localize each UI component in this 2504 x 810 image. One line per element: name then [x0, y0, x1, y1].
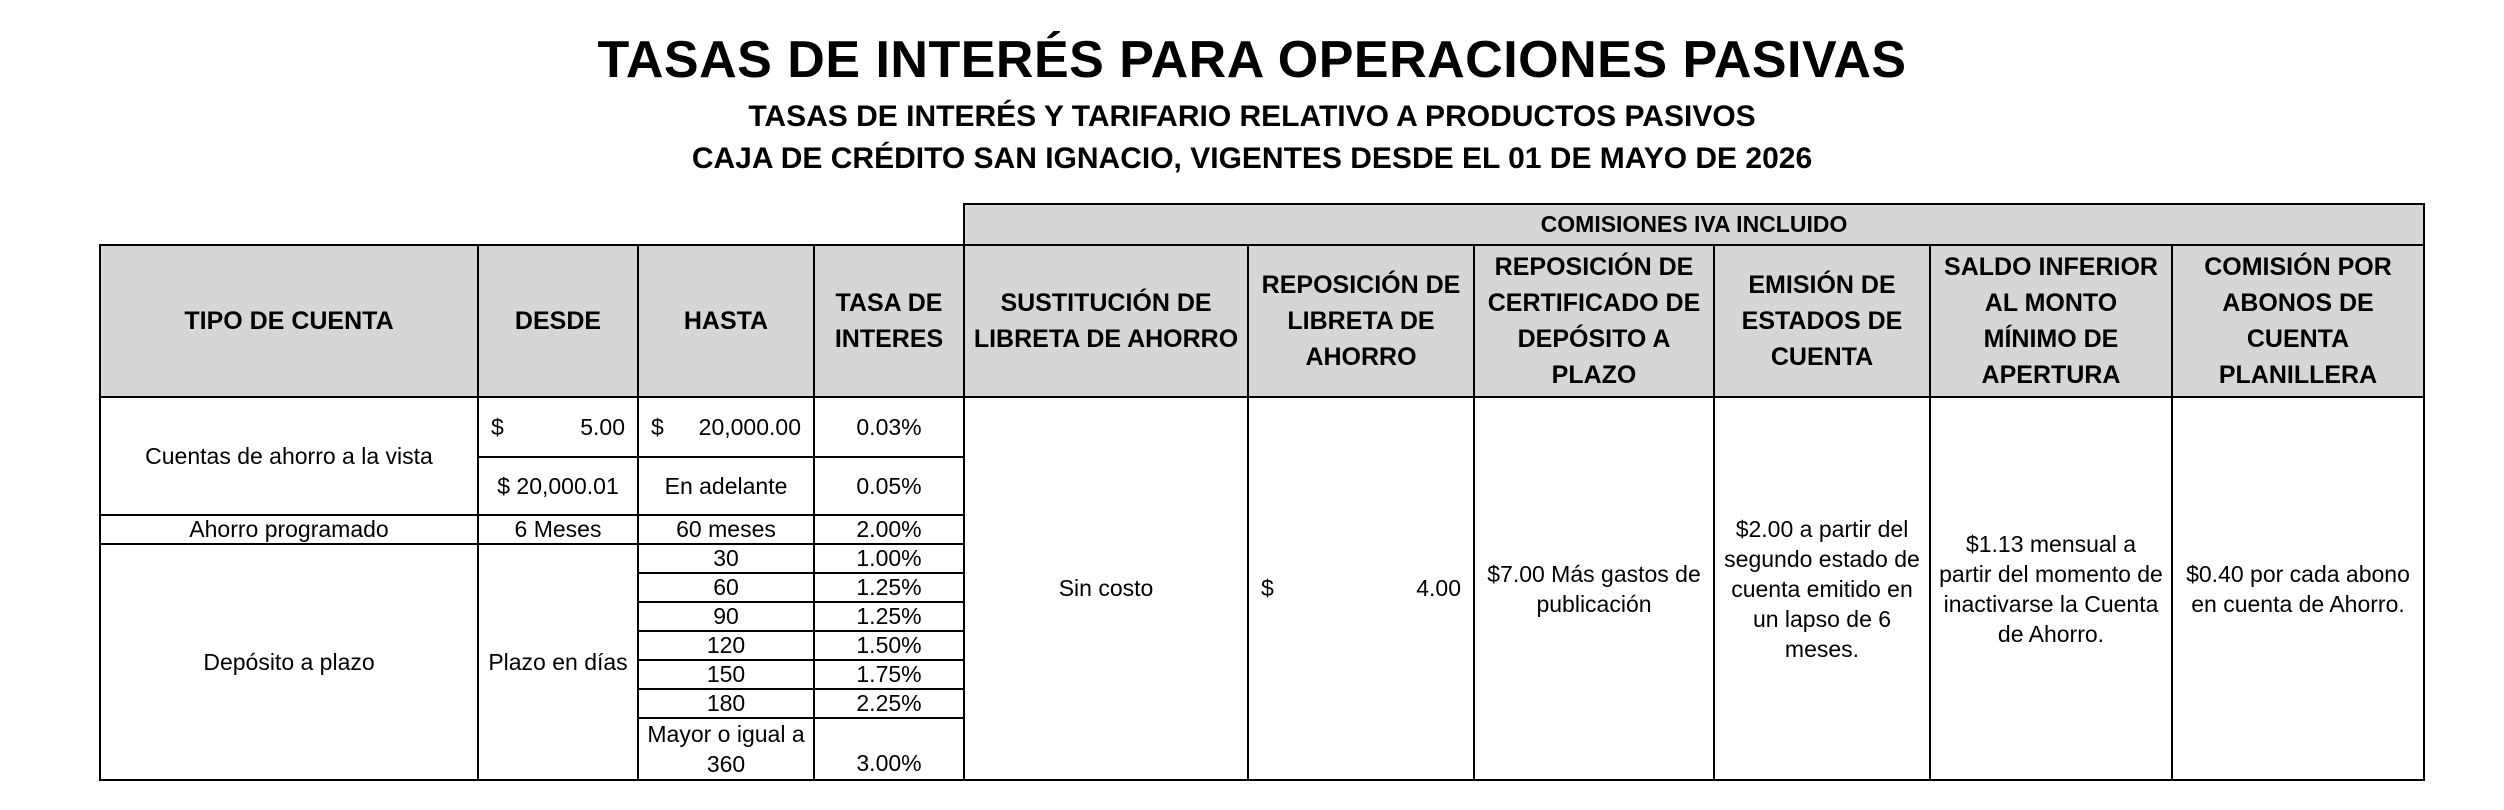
hasta-cell [638, 397, 814, 457]
desde-cell: $ 20,000.01 [478, 457, 638, 515]
col-header-reposicion-certificado: REPOSICIÓN DE CERTIFICADO DE DEPÓSITO A PLAZO [1474, 245, 1714, 397]
hasta-cell: 150 [638, 660, 814, 689]
tasa-cell: 0.03% [814, 397, 964, 457]
tasa-cell: 1.25% [814, 573, 964, 602]
hasta-cell: En adelante [638, 457, 814, 515]
saldo-inferior-value: $1.13 mensual a partir del momento de inactivarse la Cuenta de Ahorro. [1930, 397, 2172, 780]
blank-cell [100, 204, 964, 245]
page-subtitle-institution: CAJA DE CRÉDITO SAN IGNACIO, VIGENTES DESDE EL 01 DE MAYO DE 2026 [691, 142, 1813, 175]
tasa-cell: 0.05% [814, 457, 964, 515]
col-header-tasa: TASA DE INTERES [814, 245, 964, 397]
col-header-reposicion-libreta: REPOSICIÓN DE LIBRETA DE AHORRO [1248, 245, 1474, 397]
tasa-cell: 1.50% [814, 631, 964, 660]
amount-value: 5.00 [580, 413, 625, 440]
col-header-saldo-inferior: SALDO INFERIOR AL MONTO MÍNIMO DE APERTURA [1930, 245, 2172, 397]
commissions-group-header: COMISIONES IVA INCLUIDO [964, 204, 2424, 245]
amount-value: 20,000.00 [698, 413, 801, 440]
desde-cell [478, 397, 638, 457]
tasa-cell: 1.75% [814, 660, 964, 689]
sustitucion-value: Sin costo [964, 397, 1248, 780]
hasta-cell: 60 [638, 573, 814, 602]
rates-table [99, 203, 2425, 781]
reposicion-libreta-value [1248, 397, 1474, 780]
table-row [100, 397, 2424, 457]
comision-abonos-value: $0.40 por cada abono en cuenta de Ahorro. [2172, 397, 2424, 780]
tipo-deposito-plazo: Depósito a plazo [100, 544, 478, 780]
col-header-comision-abonos: COMISIÓN POR ABONOS DE CUENTA PLANILLERA [2172, 245, 2424, 397]
col-header-desde: DESDE [478, 245, 638, 397]
hasta-cell: 120 [638, 631, 814, 660]
page-title: TASAS DE INTERÉS PARA OPERACIONES PASIVAS [597, 31, 1907, 89]
currency-symbol: $ [1261, 575, 1274, 601]
amount-value: 4.00 [1416, 575, 1461, 601]
col-header-hasta: HASTA [638, 245, 814, 397]
col-header-emision: EMISIÓN DE ESTADOS DE CUENTA [1714, 245, 1930, 397]
tasa-cell: 2.25% [814, 689, 964, 718]
currency-symbol: $ [491, 413, 504, 440]
tipo-ahorro-vista: Cuentas de ahorro a la vista [100, 397, 478, 515]
reposicion-certificado-value: $7.00 Más gastos de publicación [1474, 397, 1714, 780]
desde-plazo-dias: Plazo en días [478, 544, 638, 780]
hasta-cell: 180 [638, 689, 814, 718]
hasta-cell: 60 meses [638, 515, 814, 544]
tasa-cell: 3.00% [814, 718, 964, 780]
header-row [100, 245, 2424, 397]
page-subtitle: TASAS DE INTERÉS Y TARIFARIO RELATIVO A PRODUCTOS PASIVOS [748, 100, 1756, 133]
col-header-sustitucion: SUSTITUCIÓN DE LIBRETA DE AHORRO [964, 245, 1248, 397]
currency-symbol: $ [651, 413, 664, 440]
tasa-cell: 2.00% [814, 515, 964, 544]
tipo-ahorro-programado: Ahorro programado [100, 515, 478, 544]
hasta-cell: 90 [638, 602, 814, 631]
tasa-cell: 1.25% [814, 602, 964, 631]
tasa-cell: 1.00% [814, 544, 964, 573]
hasta-cell: 30 [638, 544, 814, 573]
hasta-cell: Mayor o igual a 360 [638, 718, 814, 780]
emision-value: $2.00 a partir del segundo estado de cuenta emitido en un lapso de 6 meses. [1714, 397, 1930, 780]
col-header-tipo: TIPO DE CUENTA [100, 245, 478, 397]
desde-cell: 6 Meses [478, 515, 638, 544]
